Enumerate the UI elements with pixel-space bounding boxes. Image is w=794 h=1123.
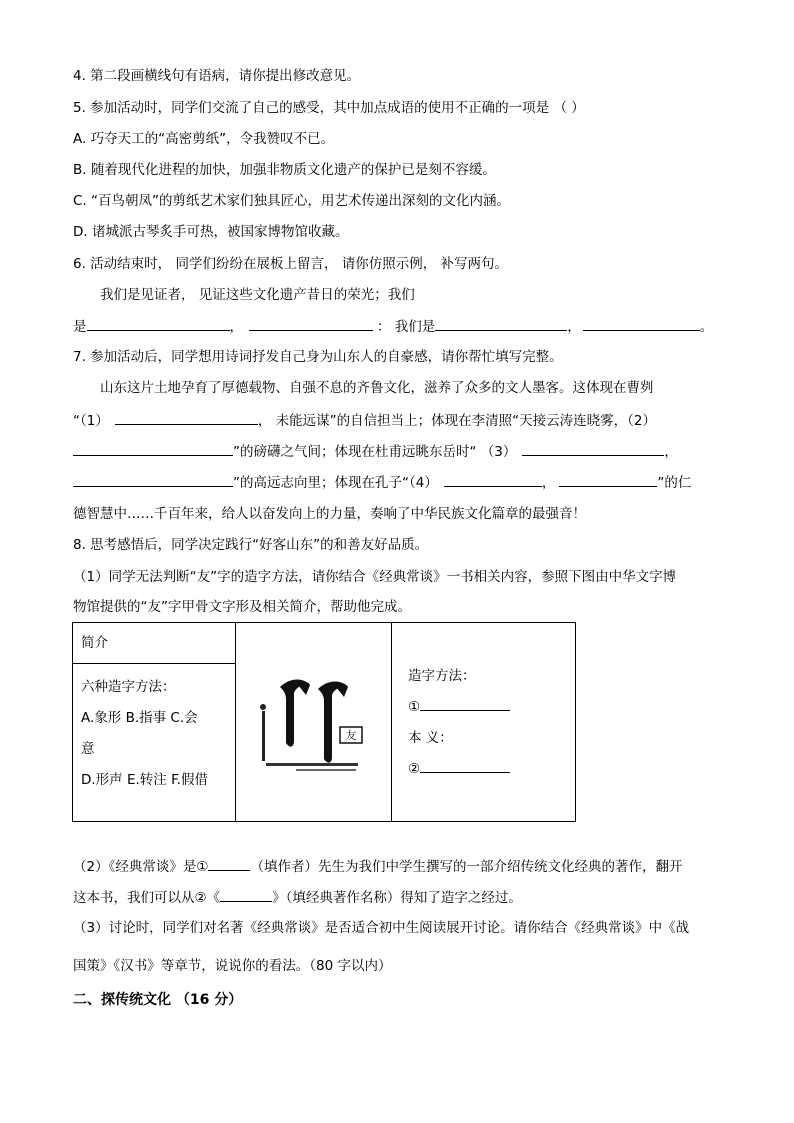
q7-text-3a: ”的磅礴之气间；体现在杜甫远眺东岳时“ （3） xyxy=(233,444,517,460)
question-7-stem: 7. 参加活动后，同学想用诗词抒发自己身为山东人的自豪感，请你帮忙填写完整。 xyxy=(73,349,563,365)
oracle-bone-image-cell xyxy=(236,623,392,822)
question-5-option-b: B. 随着现代化进程的加快，加强非物质文化遗产的保护已是刻不容缓。 xyxy=(73,162,496,178)
answer-blank-2-line xyxy=(400,754,575,785)
oracle-bone-you-image xyxy=(236,623,391,817)
stamp-char: 友 xyxy=(345,729,357,742)
q6-blank-3[interactable] xyxy=(435,316,567,331)
question-8-sub1-line2: 物馆提供的“友”字甲骨文字形及相关简介，帮助他完成。 xyxy=(73,599,411,615)
q8-sub2-blank-1[interactable] xyxy=(208,856,250,871)
q8-sub2-text-c: 这本书，我们可以从②《 xyxy=(73,890,221,906)
q6-text-b: ， xyxy=(229,319,243,335)
q7-blank-6[interactable] xyxy=(559,472,657,487)
section-2-heading: 二、探传统文化 （16 分） xyxy=(73,992,243,1008)
q7-text-2a: “（1） xyxy=(73,413,109,429)
q8-sub2-blank-2[interactable] xyxy=(220,887,272,902)
question-8-sub3-line2: 国策》《汉书》等章节，说说你的看法。（80 字以内） xyxy=(73,958,392,974)
question-6-answer-line xyxy=(73,316,713,337)
q6-text-e: 。 xyxy=(699,319,714,335)
question-5-option-d: D. 诸城派古琴炙手可热，被国家博物馆收藏。 xyxy=(73,224,349,240)
q7-text-4a: ”的高远志向里；体现在孔子“（4） xyxy=(233,475,438,491)
question-7-para-2 xyxy=(73,410,656,431)
question-7-para-3 xyxy=(73,441,678,462)
question-5-option-c: C. “百鸟朝凤”的剪纸艺术家们独具匠心，用艺术传递出深刻的文化内涵。 xyxy=(73,193,510,209)
methods-line-1: A.象形 B.指事 C.会 xyxy=(81,710,198,726)
answer-blank-2[interactable] xyxy=(420,758,510,773)
question-8-sub1-line1: （1）同学无法判断“友”字的造字方法，请你结合《经典常谈》一书相关内容，参照下图由中华文字博 xyxy=(73,569,677,585)
q7-blank-5[interactable] xyxy=(444,472,542,487)
answer-blank-2-label: ② xyxy=(408,761,421,777)
question-8-sub3-line1: （3）讨论时，同学们对名著《经典常谈》是否适合初中生阅读展开讨论。请你结合《经典常谈》中《战 xyxy=(73,920,690,936)
character-info-table xyxy=(72,622,576,822)
q7-text-4c: ”的仁 xyxy=(657,475,692,491)
q6-blank-4[interactable] xyxy=(583,316,700,331)
q7-text-2b: ， 未能远谋”的自信担当上；体现在李清照“天接云涛连晓雾，（2） xyxy=(257,413,656,429)
q6-text-a: 是 xyxy=(73,319,87,335)
methods-line-3: D.形声 E.转注 F.假借 xyxy=(81,772,208,788)
q7-blank-3[interactable] xyxy=(522,441,664,456)
q8-sub2-text-b: （填作者）先生为我们中学生撰写的一部介绍传统文化经典的著作，翻开 xyxy=(250,859,683,875)
methods-title: 六种造字方法： xyxy=(81,679,176,695)
question-7-para-5: 德智慧中……千百年来，给人以奋发向上的力量，奏响了中华民族文化篇章的最强音！ xyxy=(73,506,586,522)
question-7-para-1: 山东这片土地孕育了厚德载物、自强不息的齐鲁文化，滋养了众多的文人墨客。这体现在曹刿 xyxy=(100,380,654,396)
question-8-sub2-line2 xyxy=(73,887,522,908)
question-8-stem: 8. 思考感悟后，同学决定践行“好客山东”的和善友好品质。 xyxy=(73,537,429,553)
answer-method-title: 造字方法： xyxy=(408,668,476,684)
question-4: 4. 第二段画横线句有语病，请你提出修改意见。 xyxy=(73,68,361,84)
question-5-option-a: A. 巧夺天工的“高密剪纸”，令我赞叹不已。 xyxy=(73,131,335,147)
answer-meaning-title: 本 义： xyxy=(408,730,453,746)
question-8-sub2-line1 xyxy=(73,856,682,877)
q7-text-3b: ， xyxy=(664,444,678,460)
question-5-stem: 5. 参加活动时，同学们交流了自己的感受，其中加点成语的使用不正确的一项是 （ ） xyxy=(73,100,585,116)
q8-sub2-text-a: （2）《经典常谈》是① xyxy=(73,859,209,875)
q7-blank-1[interactable] xyxy=(115,410,258,425)
answer-cell xyxy=(392,623,576,822)
q6-text-d: ， xyxy=(567,319,581,335)
q6-blank-2[interactable] xyxy=(249,316,373,331)
q6-blank-1[interactable] xyxy=(87,316,230,331)
q6-text-c: ： 我们是 xyxy=(377,319,436,335)
q7-blank-4[interactable] xyxy=(73,472,233,487)
answer-blank-1-line xyxy=(400,692,575,723)
question-6-example: 我们是见证者， 见证这些文化遗产昔日的荣光；我们 xyxy=(100,287,415,303)
question-6-stem: 6. 活动结束时， 同学们纷纷在展板上留言， 请你仿照示例， 补写两句。 xyxy=(73,256,509,272)
q7-blank-2[interactable] xyxy=(73,441,233,456)
intro-cell xyxy=(73,623,236,822)
question-7-para-4 xyxy=(73,472,691,493)
methods-line-2: 意 xyxy=(81,741,95,757)
answer-blank-1-label: ① xyxy=(408,699,421,715)
q8-sub2-text-d: 》（填经典著作名称）得知了造字之经过。 xyxy=(272,890,522,906)
intro-header: 简介 xyxy=(73,623,235,664)
q7-text-4b: ， xyxy=(541,475,556,491)
answer-blank-1[interactable] xyxy=(420,696,510,711)
